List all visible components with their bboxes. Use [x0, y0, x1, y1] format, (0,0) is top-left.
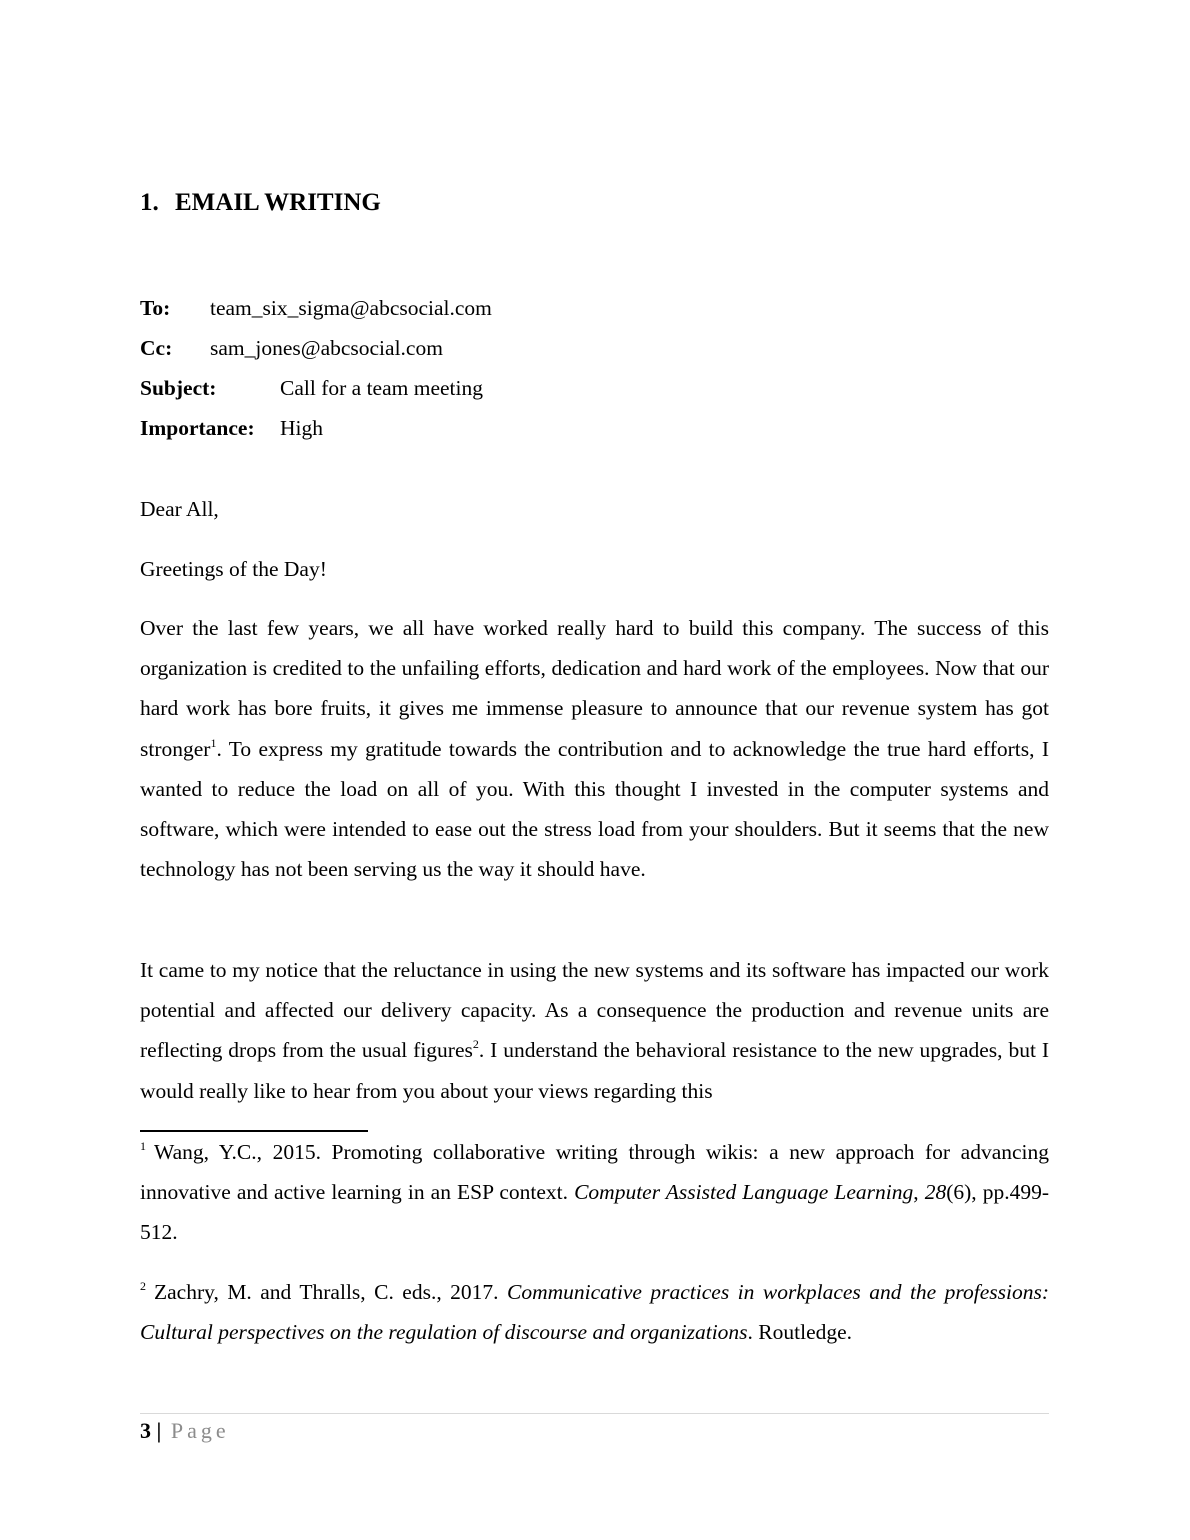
email-to-row: [140, 293, 492, 323]
cc-value: sam_jones@abcsocial.com: [210, 336, 443, 360]
footnote-2-text: Zachry, M. and Thralls, C. eds., 2017.: [154, 1280, 507, 1304]
salutation: Dear All,: [140, 497, 219, 521]
to-label: To:: [140, 296, 171, 320]
email-importance-row: [140, 413, 323, 443]
cc-label: Cc:: [140, 336, 173, 360]
footnote-2-title: Communicative practices in workplaces and the professions: Cultural perspectives on the regulation of discourse and organizations: [140, 1280, 1049, 1344]
email-subject-row: [140, 373, 483, 403]
subject-label: Subject:: [140, 376, 217, 400]
body-paragraph-2: [140, 950, 1049, 1111]
footer-divider: [140, 1413, 1049, 1414]
to-value: team_six_sigma@abcsocial.com: [210, 296, 492, 320]
subject-value: Call for a team meeting: [280, 376, 483, 400]
footnote-ref-2[interactable]: 2: [472, 1037, 479, 1052]
page-label: Page: [170, 1418, 230, 1443]
paragraph-1-text-a: Over the last few years, we all have worked really hard to build this company. The success of this organization is credited to the unfailing efforts, dedication and hard work of the employees. Now that our hard work has bore fruits, it gives me immense pleasure to announce that our revenue system has got stronger: [140, 616, 1049, 761]
email-cc-row: [140, 333, 443, 363]
footnote-1-sep: ,: [913, 1180, 925, 1204]
footer-separator: |: [156, 1418, 162, 1443]
footnote-2-tail: . Routledge.: [747, 1320, 853, 1344]
body-paragraph-1: [140, 608, 1049, 889]
footnote-1-journal: Computer Assisted Language Learning: [574, 1180, 914, 1204]
footnote-1-tail: (6), pp.499-512.: [140, 1180, 1049, 1244]
section-title: EMAIL WRITING: [175, 189, 381, 216]
paragraph-2-text-b: . I understand the behavioral resistance to the new upgrades, but I would really like to hear from you about your views regarding this: [140, 1038, 1050, 1103]
greeting: Greetings of the Day!: [140, 557, 327, 581]
footnote-1-volume: 28: [924, 1180, 947, 1204]
importance-value: High: [280, 416, 323, 440]
footnote-1-text: Wang, Y.C., 2015. Promoting collaborative writing through wikis: a new approach for advancing innovative and active learning in an ESP context.: [140, 1140, 1049, 1204]
paragraph-1-text-b: . To express my gratitude towards the contribution and to acknowledge the true hard efforts, I wanted to reduce the load on all of you. With this thought I invested in the computer systems and software, which were intended to ease out the stress load from your shoulders. But it seems that the new technology has not been serving us the way it should have.: [140, 736, 1049, 882]
section-heading: [140, 186, 381, 220]
importance-label: Importance:: [140, 416, 255, 440]
page-footer: [140, 1416, 230, 1446]
footnote-marker-1: 1: [140, 1139, 146, 1153]
section-number: 1.: [140, 189, 159, 216]
paragraph-2-text-a: It came to my notice that the reluctance in using the new systems and its software has impacted our work potential and affected our delivery capacity. As a consequence the production and revenue units are reflecting drops from the usual figures: [140, 958, 1049, 1063]
footnote-marker-2: 2: [140, 1279, 146, 1293]
page-number: 3: [140, 1418, 151, 1443]
footnote-ref-1[interactable]: 1: [210, 735, 217, 750]
footnote-1: [140, 1132, 1049, 1252]
footnote-2: [140, 1272, 1049, 1352]
